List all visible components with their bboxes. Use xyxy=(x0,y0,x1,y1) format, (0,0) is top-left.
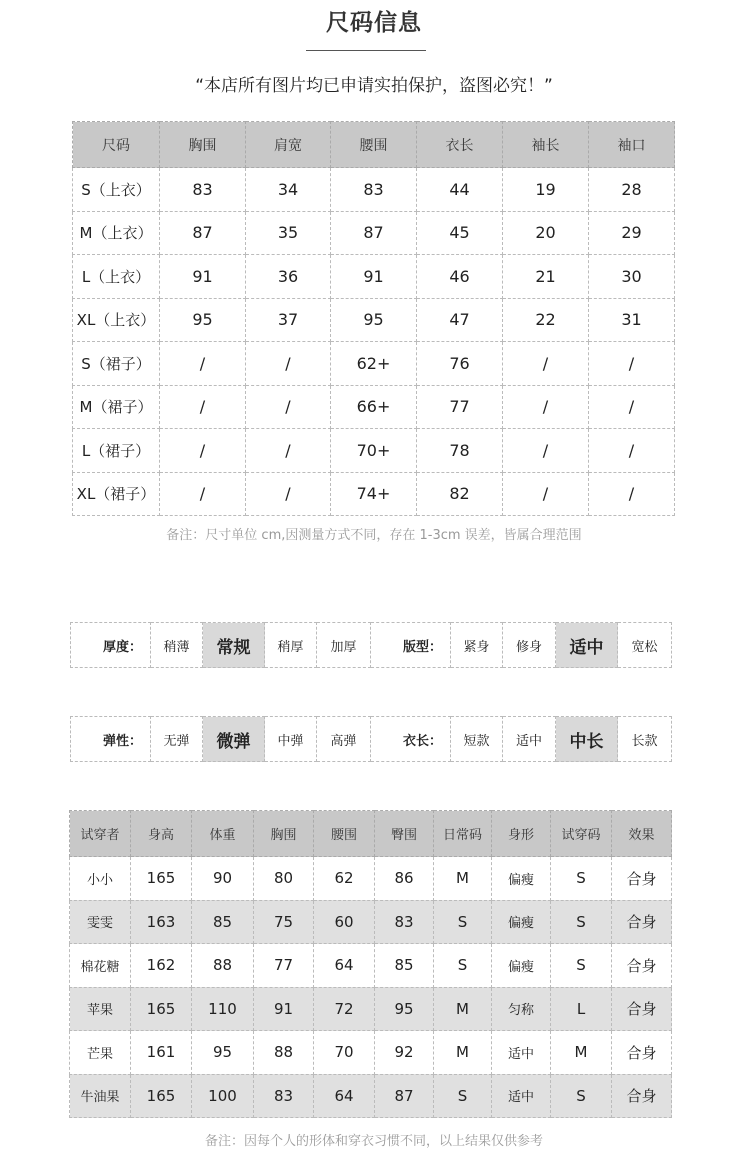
size-value: 95 xyxy=(160,298,246,342)
fit-value: 90 xyxy=(192,857,254,901)
size-table xyxy=(72,121,675,516)
fit-note: 备注：因每个人的形体和穿衣习惯不同，以上结果仅供参考 xyxy=(204,1134,543,1149)
size-label: S（裙子） xyxy=(73,342,160,386)
size-value: 22 xyxy=(503,298,589,342)
col-header: 袖长 xyxy=(503,122,589,168)
size-value: / xyxy=(160,429,246,473)
tester-name: 小小 xyxy=(70,857,131,901)
size-row xyxy=(73,342,675,386)
fit-value: M xyxy=(434,1031,492,1075)
attribute-option: 短款 xyxy=(451,717,503,762)
attribute-label: 弹性： xyxy=(71,717,151,762)
attribute-option: 适中 xyxy=(503,717,556,762)
col-header: 身形 xyxy=(492,811,551,857)
col-header: 日常码 xyxy=(434,811,492,857)
fit-value: 64 xyxy=(314,944,375,988)
fit-value: 83 xyxy=(254,1074,314,1118)
size-value: 34 xyxy=(246,168,331,212)
fit-value: S xyxy=(434,900,492,944)
fit-value: 适中 xyxy=(492,1031,551,1075)
attribute-option: 高弹 xyxy=(317,717,371,762)
fit-value: 165 xyxy=(131,1074,192,1118)
fit-value: 77 xyxy=(254,944,314,988)
attribute-label: 厚度： xyxy=(71,623,151,668)
attribute-option-selected: 常规 xyxy=(203,623,265,668)
attribute-option: 稍薄 xyxy=(151,623,203,668)
fit-value: 85 xyxy=(375,944,434,988)
fit-value: 92 xyxy=(375,1031,434,1075)
fit-value: 100 xyxy=(192,1074,254,1118)
fit-row xyxy=(70,857,672,901)
fit-value: 161 xyxy=(131,1031,192,1075)
attribute-label: 衣长： xyxy=(371,717,451,762)
fit-value: 83 xyxy=(375,900,434,944)
size-label: XL（上衣） xyxy=(73,298,160,342)
fit-value: S xyxy=(551,900,612,944)
size-table-header xyxy=(73,122,675,168)
attribute-option: 修身 xyxy=(503,623,556,668)
size-value: 78 xyxy=(417,429,503,473)
fit-value: 85 xyxy=(192,900,254,944)
size-value: 29 xyxy=(589,211,675,255)
fit-value: 110 xyxy=(192,987,254,1031)
size-row xyxy=(73,168,675,212)
size-value: / xyxy=(246,385,331,429)
fit-value: 偏瘦 xyxy=(492,944,551,988)
fit-value: 合身 xyxy=(612,1074,672,1118)
size-value: / xyxy=(503,385,589,429)
size-value: 77 xyxy=(417,385,503,429)
size-value: 45 xyxy=(417,211,503,255)
fit-value: 88 xyxy=(192,944,254,988)
size-value: 76 xyxy=(417,342,503,386)
tester-name: 苹果 xyxy=(70,987,131,1031)
col-header: 效果 xyxy=(612,811,672,857)
col-header: 臀围 xyxy=(375,811,434,857)
size-row xyxy=(73,255,675,299)
page-title: 尺码信息 xyxy=(326,10,422,36)
size-value: 91 xyxy=(331,255,417,299)
attribute-option: 无弹 xyxy=(151,717,203,762)
size-value: 19 xyxy=(503,168,589,212)
fit-value: S xyxy=(434,944,492,988)
tester-name: 棉花糖 xyxy=(70,944,131,988)
col-header: 尺码 xyxy=(73,122,160,168)
size-row xyxy=(73,211,675,255)
size-value: 44 xyxy=(417,168,503,212)
size-value: 37 xyxy=(246,298,331,342)
col-header: 身高 xyxy=(131,811,192,857)
fit-value: S xyxy=(551,944,612,988)
size-value: / xyxy=(503,472,589,516)
fit-value: 64 xyxy=(314,1074,375,1118)
size-value: / xyxy=(503,342,589,386)
size-label: L（上衣） xyxy=(73,255,160,299)
size-note: 备注：尺寸单位 cm,因测量方式不同，存在 1-3cm 误差，皆属合理范围 xyxy=(166,528,582,543)
fit-value: 95 xyxy=(375,987,434,1031)
size-label: S（上衣） xyxy=(73,168,160,212)
fit-value: 70 xyxy=(314,1031,375,1075)
size-label: XL（裙子） xyxy=(73,472,160,516)
fit-table-header xyxy=(70,811,672,857)
fit-value: 合身 xyxy=(612,1031,672,1075)
size-value: 82 xyxy=(417,472,503,516)
fit-value: 165 xyxy=(131,987,192,1031)
size-value: 74+ xyxy=(331,472,417,516)
size-value: 87 xyxy=(160,211,246,255)
size-row xyxy=(73,298,675,342)
fit-value: 匀称 xyxy=(492,987,551,1031)
col-header: 体重 xyxy=(192,811,254,857)
size-value: / xyxy=(160,342,246,386)
size-value: 35 xyxy=(246,211,331,255)
size-value: 83 xyxy=(331,168,417,212)
size-value: 83 xyxy=(160,168,246,212)
fit-value: 95 xyxy=(192,1031,254,1075)
fit-value: 60 xyxy=(314,900,375,944)
col-header: 衣长 xyxy=(417,122,503,168)
size-value: / xyxy=(246,429,331,473)
size-value: 30 xyxy=(589,255,675,299)
attribute-option-selected: 适中 xyxy=(556,623,618,668)
col-header: 肩宽 xyxy=(246,122,331,168)
size-row xyxy=(73,385,675,429)
fit-value: 合身 xyxy=(612,987,672,1031)
tester-name: 雯雯 xyxy=(70,900,131,944)
attribute-option: 稍厚 xyxy=(265,623,317,668)
col-header: 试穿者 xyxy=(70,811,131,857)
tester-name: 牛油果 xyxy=(70,1074,131,1118)
fit-value: 165 xyxy=(131,857,192,901)
size-value: 31 xyxy=(589,298,675,342)
size-value: 21 xyxy=(503,255,589,299)
size-label: M（上衣） xyxy=(73,211,160,255)
fit-value: M xyxy=(434,857,492,901)
fit-row xyxy=(70,1031,672,1075)
fit-value: L xyxy=(551,987,612,1031)
size-value: 95 xyxy=(331,298,417,342)
fit-value: 适中 xyxy=(492,1074,551,1118)
fit-value: 合身 xyxy=(612,900,672,944)
size-value: 28 xyxy=(589,168,675,212)
fit-row xyxy=(70,1074,672,1118)
fit-value: 86 xyxy=(375,857,434,901)
size-label: L（裙子） xyxy=(73,429,160,473)
tester-name: 芒果 xyxy=(70,1031,131,1075)
col-header: 腰围 xyxy=(331,122,417,168)
fit-value: 72 xyxy=(314,987,375,1031)
fit-value: 162 xyxy=(131,944,192,988)
size-row xyxy=(73,429,675,473)
size-value: / xyxy=(246,472,331,516)
title-divider xyxy=(306,50,426,51)
fit-value: 91 xyxy=(254,987,314,1031)
size-value: / xyxy=(503,429,589,473)
col-header: 胸围 xyxy=(254,811,314,857)
size-value: 91 xyxy=(160,255,246,299)
fit-table xyxy=(69,810,672,1118)
size-value: / xyxy=(589,472,675,516)
size-value: 62+ xyxy=(331,342,417,386)
attribute-option: 宽松 xyxy=(618,623,672,668)
size-value: 70+ xyxy=(331,429,417,473)
fit-row xyxy=(70,987,672,1031)
fit-value: S xyxy=(551,1074,612,1118)
attribute-row-thickness-fit xyxy=(70,622,672,668)
attribute-row-stretch-length xyxy=(70,716,672,762)
size-value: / xyxy=(589,342,675,386)
size-label: M（裙子） xyxy=(73,385,160,429)
fit-value: 87 xyxy=(375,1074,434,1118)
fit-value: 75 xyxy=(254,900,314,944)
size-row xyxy=(73,472,675,516)
fit-value: 偏瘦 xyxy=(492,857,551,901)
copyright-notice: “本店所有图片均已申请实拍保护，盗图必究！” xyxy=(195,76,553,96)
attribute-option: 紧身 xyxy=(451,623,503,668)
col-header: 腰围 xyxy=(314,811,375,857)
fit-value: M xyxy=(434,987,492,1031)
fit-value: 合身 xyxy=(612,857,672,901)
fit-value: S xyxy=(551,857,612,901)
size-value: 66+ xyxy=(331,385,417,429)
size-value: / xyxy=(589,385,675,429)
col-header: 袖口 xyxy=(589,122,675,168)
size-value: / xyxy=(160,472,246,516)
size-value: / xyxy=(160,385,246,429)
attribute-option: 中弹 xyxy=(265,717,317,762)
size-value: 46 xyxy=(417,255,503,299)
attribute-option-selected: 中长 xyxy=(556,717,618,762)
col-header: 试穿码 xyxy=(551,811,612,857)
fit-value: M xyxy=(551,1031,612,1075)
attribute-option-selected: 微弹 xyxy=(203,717,265,762)
size-value: 47 xyxy=(417,298,503,342)
fit-value: 合身 xyxy=(612,944,672,988)
fit-row xyxy=(70,900,672,944)
fit-value: 62 xyxy=(314,857,375,901)
fit-value: S xyxy=(434,1074,492,1118)
fit-value: 163 xyxy=(131,900,192,944)
size-value: 87 xyxy=(331,211,417,255)
attribute-option: 长款 xyxy=(618,717,672,762)
size-value: / xyxy=(246,342,331,386)
fit-value: 88 xyxy=(254,1031,314,1075)
fit-value: 偏瘦 xyxy=(492,900,551,944)
size-value: / xyxy=(589,429,675,473)
fit-row xyxy=(70,944,672,988)
size-value: 20 xyxy=(503,211,589,255)
col-header: 胸围 xyxy=(160,122,246,168)
attribute-label: 版型： xyxy=(371,623,451,668)
fit-value: 80 xyxy=(254,857,314,901)
attribute-option: 加厚 xyxy=(317,623,371,668)
size-value: 36 xyxy=(246,255,331,299)
